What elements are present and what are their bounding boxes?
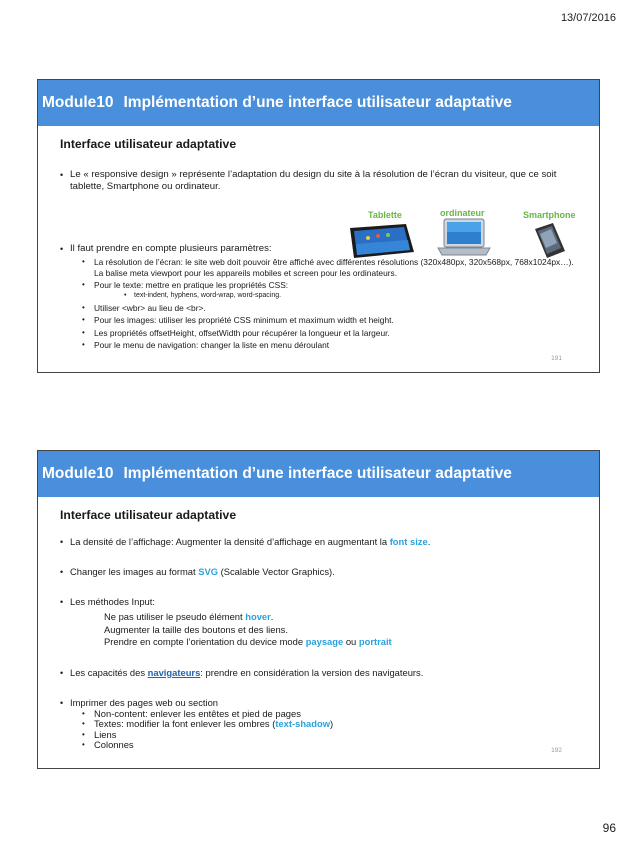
slide-subtitle: Interface utilisateur adaptative bbox=[60, 137, 237, 151]
sub-sub-list bbox=[94, 291, 577, 301]
slide-title: Implémentation d’une interface utilisateur adaptative bbox=[123, 465, 512, 482]
bullet-list bbox=[60, 169, 577, 351]
paysage-highlight: paysage bbox=[305, 636, 344, 647]
input-method-line bbox=[70, 611, 577, 624]
list-item: • Liens bbox=[70, 730, 577, 741]
list-item: • Pour les images: utiliser les propriété CSS minimum et maximum width et height. bbox=[70, 315, 577, 326]
page-date: 13/07/2016 bbox=[560, 12, 616, 24]
list-item-text: Textes: modifier la font enlever les ombres ( bbox=[94, 718, 276, 729]
sub-list bbox=[70, 709, 577, 751]
list-item bbox=[70, 257, 577, 278]
navigateurs-link[interactable]: navigateurs bbox=[147, 666, 201, 678]
list-item-text: Les méthodes Input: bbox=[70, 596, 155, 607]
list-item: • Le « responsive design » représente l’adaptation du design du site à la résolution de l’écran du visiteur, que ce soit tablette, Smartphone ou ordinateur. bbox=[60, 169, 577, 193]
slide-header bbox=[38, 451, 599, 497]
list-item-text: Pour le texte: mettre en pratique les propriétés CSS: bbox=[94, 280, 289, 290]
list-item-text: Il faut prendre en compte plusieurs paramètres: bbox=[70, 243, 272, 254]
list-item bbox=[60, 243, 577, 351]
slide-title: Implémentation d’une interface utilisateur adaptative bbox=[123, 94, 512, 111]
list-item-text: La densité de l’affichage: Augmenter la densité d’affichage en augmentant la bbox=[70, 536, 390, 547]
portrait-highlight: portrait bbox=[358, 636, 392, 647]
font-size-highlight: font size bbox=[389, 536, 428, 547]
list-item-text: . bbox=[427, 536, 431, 547]
list-item: • text-indent, hyphens, word-wrap, word-spacing. bbox=[94, 291, 577, 301]
list-item-text: Imprimer des pages web ou section bbox=[70, 696, 218, 708]
module-label: Module10 bbox=[42, 465, 114, 482]
input-method-line bbox=[70, 636, 577, 649]
hover-highlight: hover bbox=[245, 611, 271, 622]
smartphone-label: Smartphone bbox=[523, 210, 576, 220]
list-item bbox=[60, 536, 577, 548]
list-item: • Colonnes bbox=[70, 740, 577, 751]
smartphone-icon bbox=[529, 221, 569, 261]
list-item-text: ou bbox=[343, 636, 359, 647]
laptop-icon bbox=[436, 217, 492, 259]
slide-body bbox=[38, 497, 599, 751]
computer-label: ordinateur bbox=[440, 208, 485, 218]
list-item: • Non-content: enlever les entêtes et pied de pages bbox=[70, 709, 577, 720]
list-item bbox=[60, 596, 577, 649]
list-item bbox=[60, 697, 577, 751]
resolution-text: • La résolution de l’écran: le site web doit pouvoir être affiché avec différentes résolutions (320x480px, 320x568px, 768x1024px…). bbox=[94, 257, 574, 267]
list-item: • Pour le menu de navigation: changer la liste en menu déroulant bbox=[70, 340, 577, 351]
list-item bbox=[70, 280, 577, 301]
slide-192 bbox=[37, 450, 600, 769]
list-item bbox=[60, 566, 577, 578]
slide-number: 191 bbox=[551, 355, 562, 362]
list-item-text: (Scalable Vector Graphics). bbox=[218, 566, 335, 577]
list-item-text: Changer les images au format bbox=[70, 566, 199, 577]
text-shadow-highlight: text-shadow bbox=[275, 718, 331, 729]
list-item-text: ) bbox=[330, 718, 334, 729]
list-item-text: . bbox=[270, 611, 274, 622]
viewport-text: La balise meta viewport pour les appareils mobiles et screen pour les ordinateurs. bbox=[94, 267, 398, 278]
list-item bbox=[70, 719, 577, 730]
list-item-text: : prendre en considération la version des navigateurs. bbox=[200, 666, 424, 678]
tablet-icon bbox=[344, 222, 416, 260]
tablet-label: Tablette bbox=[368, 210, 402, 220]
list-item-text: Les capacités des bbox=[70, 666, 148, 678]
sub-list bbox=[70, 257, 577, 351]
input-method-line: Augmenter la taille des boutons et des liens. bbox=[104, 623, 288, 635]
list-item-text: Prendre en compte l’orientation du device mode bbox=[104, 636, 306, 647]
slide-body bbox=[38, 126, 599, 351]
bullet-list bbox=[60, 536, 577, 751]
slide-number: 192 bbox=[551, 747, 562, 754]
list-item-text: Ne pas utiliser le pseudo élément bbox=[104, 611, 246, 622]
list-item: • Utiliser <wbr> au lieu de <br>. bbox=[70, 303, 577, 314]
module-label: Module10 bbox=[42, 94, 114, 111]
page-number: 96 bbox=[602, 821, 616, 835]
list-item: • Les propriétés offsetHeight, offsetWidth pour récupérer la longueur et la largeur. bbox=[70, 328, 577, 339]
slide-header bbox=[38, 80, 599, 126]
slide-191 bbox=[37, 79, 600, 373]
svg-highlight: SVG bbox=[198, 566, 219, 577]
list-item bbox=[60, 667, 577, 679]
slide-subtitle: Interface utilisateur adaptative bbox=[60, 508, 237, 522]
